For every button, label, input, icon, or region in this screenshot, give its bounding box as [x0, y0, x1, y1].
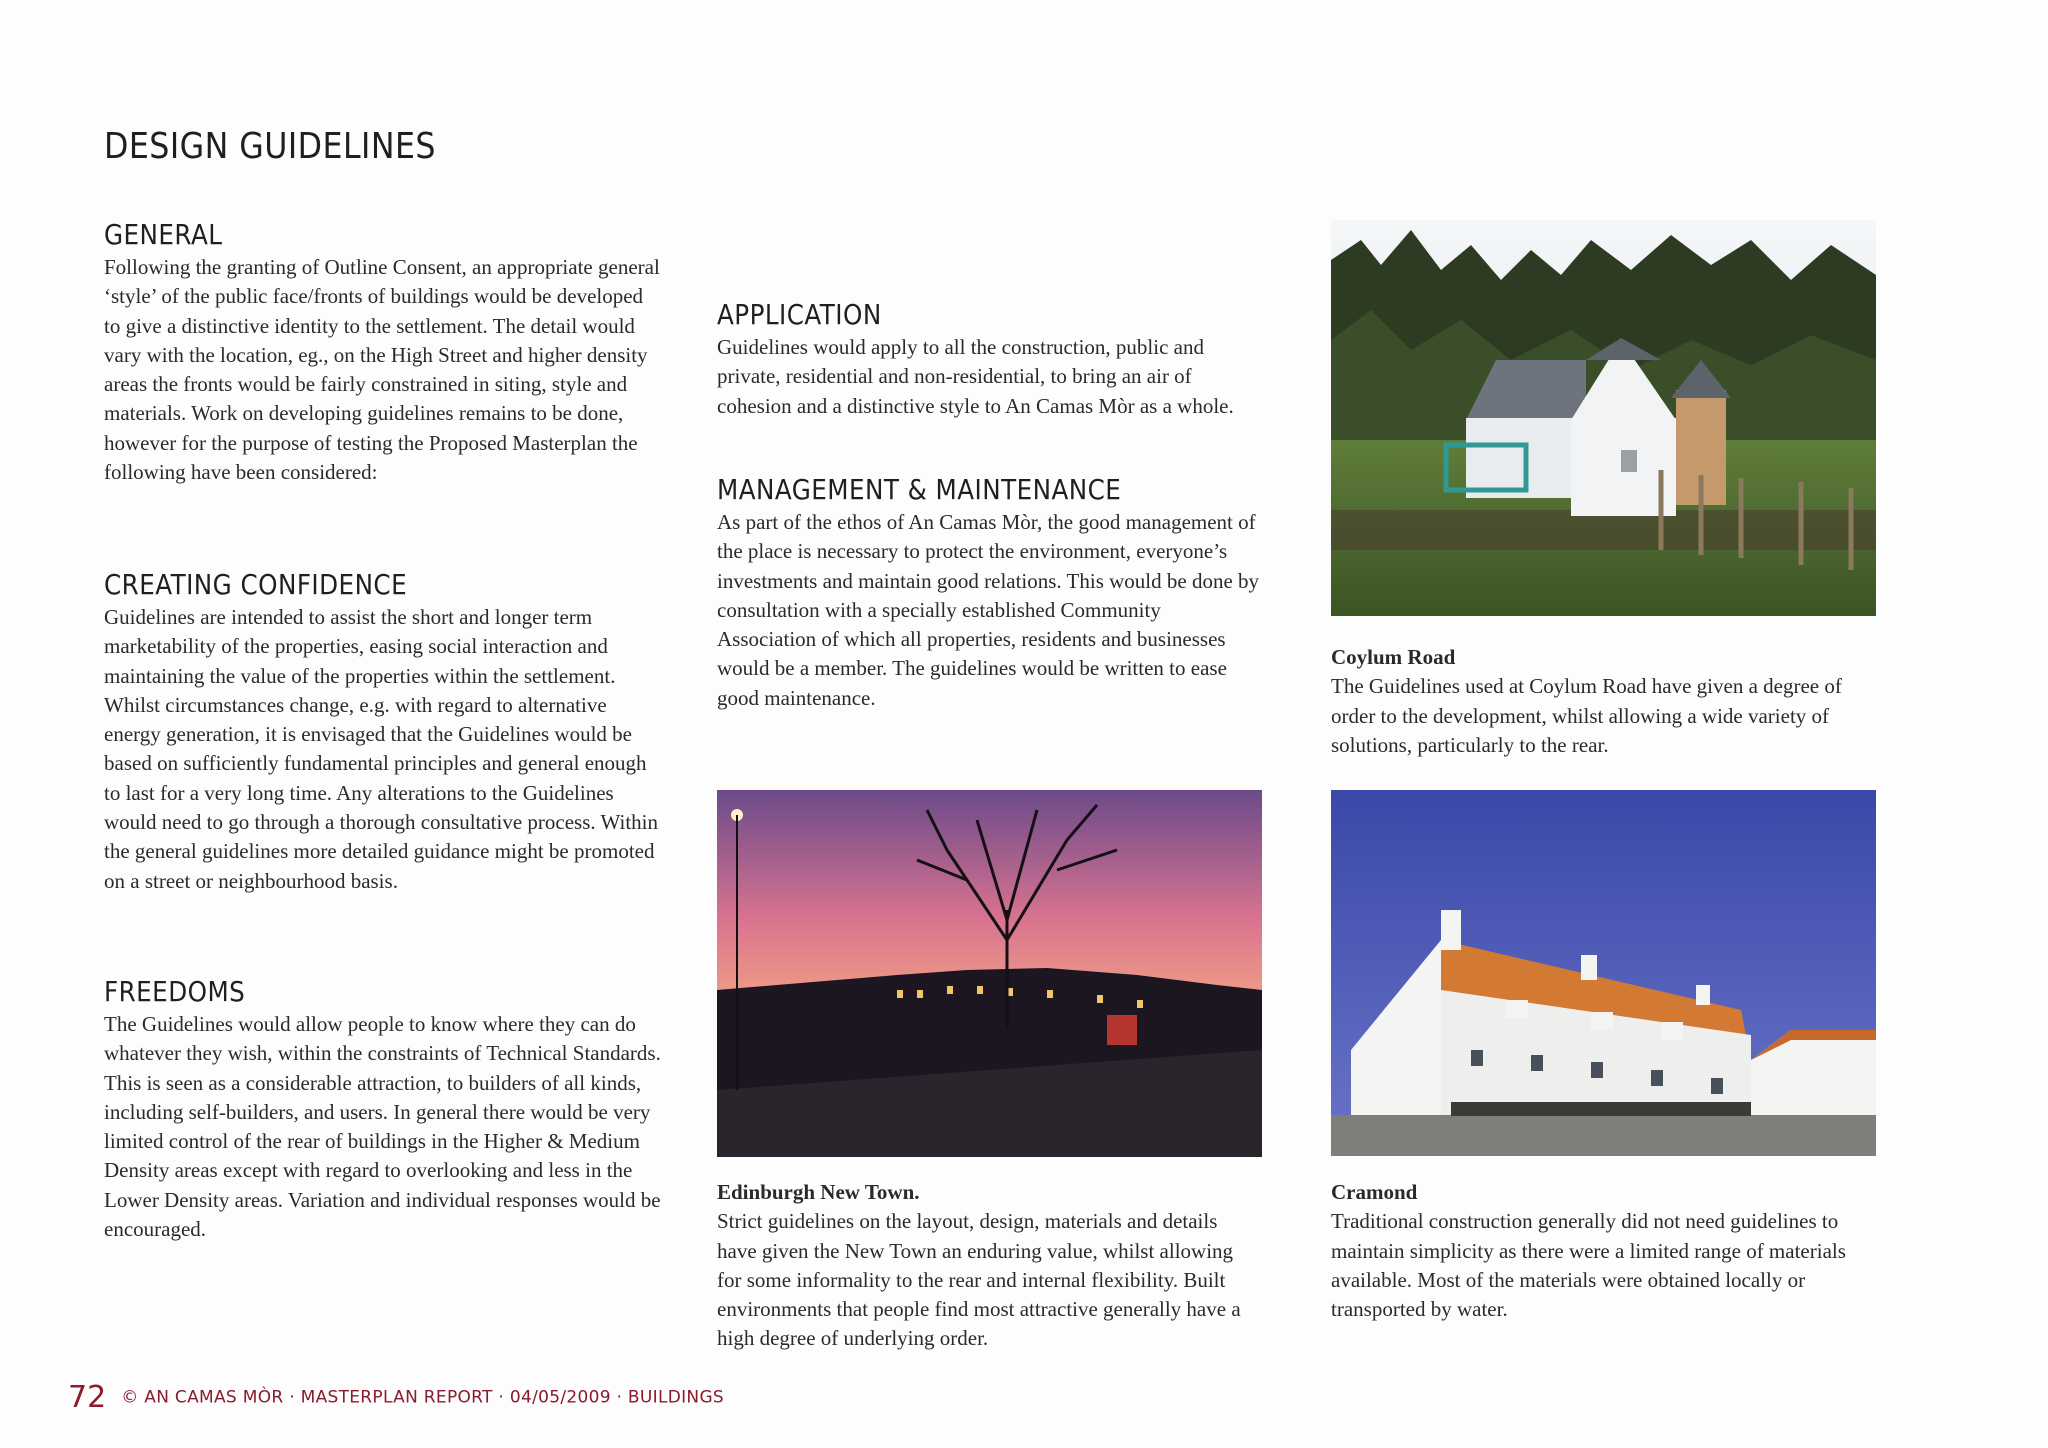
section-body-general: Following the granting of Outline Consent, an appropriate general ‘style’ of the public face/fronts of buildings would be developed to give a distinctive identity to the settlement. The detail would vary with the location, eg., on the High Street and higher density areas the fronts would be fairly constrained in siting, style and materials. Work on developing guidelines remains to be done, however for the purpose of testing the Proposed Masterplan the following have been considered: [104, 255, 660, 485]
coylum-road-photo [1331, 220, 1876, 616]
caption-body-coylum-road: The Guidelines used at Coylum Road have given a degree of order to the development, whilst allowing a wide variety of solutions, particularly to the rear. [1331, 674, 1842, 757]
section-body-management: As part of the ethos of An Camas Mòr, the good management of the place is necessary to protect the environment, everyone’s investments and maintain good relations. This would be done by consultation with a specially established Community Association of which all properties, residents and businesses would be a member. The guidelines would be written to ease good maintenance. [717, 510, 1260, 710]
page-number: 72 [68, 1380, 107, 1415]
footer-text: © AN CAMAS MÒR · MASTERPLAN REPORT · 04/05/2009 · BUILDINGS [121, 1387, 725, 1408]
caption-body-edinburgh-new-town: Strict guidelines on the layout, design, materials and details have given the New Town an enduring value, whilst allowing for some informality to the rear and internal flexibility. Built environments that people find most attractive generally have a high degree of underlying order. [717, 1209, 1241, 1351]
caption-body-cramond: Traditional construction generally did not need guidelines to maintain simplicity as there were a limited range of materials available. Most of the materials were obtained locally or transported by water. [1331, 1209, 1846, 1322]
section-heading-application: APPLICATION [717, 298, 882, 331]
caption-title-edinburgh-new-town: Edinburgh New Town. [717, 1180, 920, 1204]
section-freedoms [104, 975, 664, 1244]
edinburgh-new-town-photo [717, 790, 1262, 1157]
section-heading-creating-confidence: CREATING CONFIDENCE [104, 568, 408, 601]
section-body-creating-confidence: Guidelines are intended to assist the short and longer term marketability of the properties, easing social interaction and maintaining the value of the properties within the settlement. Whilst circumstances change, e.g. with regard to alternative energy generation, it is envisaged that the Guidelines would be based on sufficiently fundamental principles and general enough to last for a very long time. Any alterations to the Guidelines would need to go through a thorough consultative process. Within the general guidelines more detailed guidance might be promoted on a street or neighbourhood basis. [104, 605, 659, 893]
cramond-photo [1331, 790, 1876, 1156]
section-heading-general: GENERAL [104, 218, 223, 251]
section-general [104, 218, 664, 487]
section-heading-management: MANAGEMENT & MAINTENANCE [717, 473, 1122, 506]
caption-edinburgh-new-town [717, 1178, 1262, 1354]
section-body-freedoms: The Guidelines would allow people to know where they can do whatever they wish, within the constraints of Technical Standards. This is seen as a considerable attraction, to builders of all kinds, including self-builders, and users. In general there would be very limited control of the rear of buildings in the Higher & Medium Density areas except with regard to overlooking and less in the Lower Density areas. Variation and individual responses would be encouraged. [104, 1012, 661, 1242]
caption-cramond [1331, 1178, 1876, 1324]
caption-title-coylum-road: Coylum Road [1331, 645, 1456, 669]
section-creating-confidence [104, 568, 664, 896]
section-body-application: Guidelines would apply to all the construction, public and private, residential and non-residential, to bring an air of cohesion and a distinctive style to An Camas Mòr as a whole. [717, 335, 1234, 418]
caption-coylum-road [1331, 643, 1876, 760]
section-management [717, 473, 1262, 713]
section-application [717, 298, 1262, 421]
caption-title-cramond: Cramond [1331, 1180, 1418, 1204]
page-footer [68, 1380, 724, 1415]
page-title: DESIGN GUIDELINES [104, 126, 436, 167]
section-heading-freedoms: FREEDOMS [104, 975, 246, 1008]
